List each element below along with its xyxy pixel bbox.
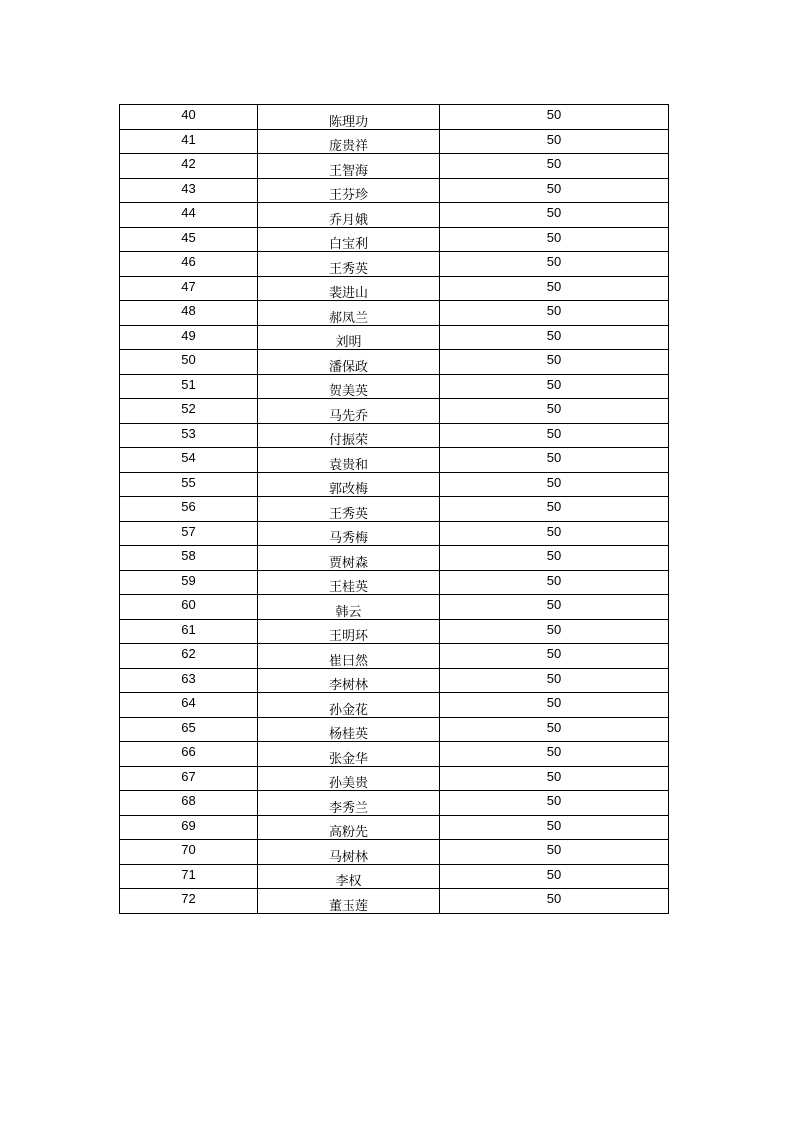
row-number-cell: 61 bbox=[120, 619, 258, 644]
table-row bbox=[120, 227, 669, 252]
amount-cell: 50 bbox=[440, 521, 669, 546]
row-number-cell: 63 bbox=[120, 668, 258, 693]
amount-cell: 50 bbox=[440, 766, 669, 791]
name-cell: 韩云 bbox=[258, 595, 440, 620]
table-row bbox=[120, 399, 669, 424]
name-cell: 陈理功 bbox=[258, 105, 440, 130]
table-row bbox=[120, 889, 669, 914]
row-number-cell: 47 bbox=[120, 276, 258, 301]
row-number-cell: 71 bbox=[120, 864, 258, 889]
amount-cell: 50 bbox=[440, 668, 669, 693]
name-cell: 裴进山 bbox=[258, 276, 440, 301]
row-number-cell: 41 bbox=[120, 129, 258, 154]
table-row bbox=[120, 472, 669, 497]
table-row bbox=[120, 668, 669, 693]
row-number-cell: 57 bbox=[120, 521, 258, 546]
table-row bbox=[120, 693, 669, 718]
amount-cell: 50 bbox=[440, 178, 669, 203]
amount-cell: 50 bbox=[440, 325, 669, 350]
amount-cell: 50 bbox=[440, 693, 669, 718]
table-row bbox=[120, 203, 669, 228]
row-number-cell: 46 bbox=[120, 252, 258, 277]
table-row bbox=[120, 521, 669, 546]
row-number-cell: 51 bbox=[120, 374, 258, 399]
table-row bbox=[120, 105, 669, 130]
name-cell: 王秀英 bbox=[258, 252, 440, 277]
name-cell: 王明环 bbox=[258, 619, 440, 644]
amount-cell: 50 bbox=[440, 105, 669, 130]
amount-cell: 50 bbox=[440, 864, 669, 889]
table-row bbox=[120, 252, 669, 277]
name-cell: 付振荣 bbox=[258, 423, 440, 448]
amount-cell: 50 bbox=[440, 399, 669, 424]
row-number-cell: 68 bbox=[120, 791, 258, 816]
amount-cell: 50 bbox=[440, 742, 669, 767]
name-cell: 马树林 bbox=[258, 840, 440, 865]
name-cell: 王芬珍 bbox=[258, 178, 440, 203]
amount-cell: 50 bbox=[440, 203, 669, 228]
amount-cell: 50 bbox=[440, 423, 669, 448]
row-number-cell: 72 bbox=[120, 889, 258, 914]
row-number-cell: 66 bbox=[120, 742, 258, 767]
amount-cell: 50 bbox=[440, 350, 669, 375]
amount-cell: 50 bbox=[440, 644, 669, 669]
table-row bbox=[120, 815, 669, 840]
row-number-cell: 56 bbox=[120, 497, 258, 522]
name-cell: 袁贵和 bbox=[258, 448, 440, 473]
table-row bbox=[120, 350, 669, 375]
table-row bbox=[120, 742, 669, 767]
amount-cell: 50 bbox=[440, 570, 669, 595]
row-number-cell: 52 bbox=[120, 399, 258, 424]
row-number-cell: 60 bbox=[120, 595, 258, 620]
table-row bbox=[120, 570, 669, 595]
table-row bbox=[120, 374, 669, 399]
name-cell: 郭改梅 bbox=[258, 472, 440, 497]
row-number-cell: 62 bbox=[120, 644, 258, 669]
table-row bbox=[120, 766, 669, 791]
name-cell: 李秀兰 bbox=[258, 791, 440, 816]
row-number-cell: 59 bbox=[120, 570, 258, 595]
table-row bbox=[120, 423, 669, 448]
row-number-cell: 70 bbox=[120, 840, 258, 865]
name-cell: 马先乔 bbox=[258, 399, 440, 424]
table-row bbox=[120, 619, 669, 644]
name-cell: 李权 bbox=[258, 864, 440, 889]
table-row bbox=[120, 276, 669, 301]
name-cell: 刘明 bbox=[258, 325, 440, 350]
name-cell: 张金华 bbox=[258, 742, 440, 767]
name-cell: 潘保政 bbox=[258, 350, 440, 375]
amount-cell: 50 bbox=[440, 497, 669, 522]
row-number-cell: 69 bbox=[120, 815, 258, 840]
amount-cell: 50 bbox=[440, 154, 669, 179]
table-row bbox=[120, 717, 669, 742]
row-number-cell: 53 bbox=[120, 423, 258, 448]
amount-cell: 50 bbox=[440, 546, 669, 571]
table-row bbox=[120, 864, 669, 889]
table-row bbox=[120, 154, 669, 179]
table-row bbox=[120, 791, 669, 816]
row-number-cell: 42 bbox=[120, 154, 258, 179]
amount-cell: 50 bbox=[440, 791, 669, 816]
name-cell: 崔曰然 bbox=[258, 644, 440, 669]
name-cell: 乔月娥 bbox=[258, 203, 440, 228]
amount-cell: 50 bbox=[440, 472, 669, 497]
name-cell: 孙金花 bbox=[258, 693, 440, 718]
row-number-cell: 55 bbox=[120, 472, 258, 497]
row-number-cell: 64 bbox=[120, 693, 258, 718]
amount-cell: 50 bbox=[440, 276, 669, 301]
table-row bbox=[120, 325, 669, 350]
name-cell: 庞贵祥 bbox=[258, 129, 440, 154]
row-number-cell: 40 bbox=[120, 105, 258, 130]
row-number-cell: 65 bbox=[120, 717, 258, 742]
name-cell: 白宝利 bbox=[258, 227, 440, 252]
name-cell: 董玉莲 bbox=[258, 889, 440, 914]
roster-table-body bbox=[120, 105, 669, 914]
name-cell: 郝凤兰 bbox=[258, 301, 440, 326]
name-cell: 贺美英 bbox=[258, 374, 440, 399]
row-number-cell: 45 bbox=[120, 227, 258, 252]
amount-cell: 50 bbox=[440, 301, 669, 326]
row-number-cell: 54 bbox=[120, 448, 258, 473]
amount-cell: 50 bbox=[440, 717, 669, 742]
amount-cell: 50 bbox=[440, 448, 669, 473]
amount-cell: 50 bbox=[440, 252, 669, 277]
name-cell: 马秀梅 bbox=[258, 521, 440, 546]
row-number-cell: 49 bbox=[120, 325, 258, 350]
name-cell: 贾树森 bbox=[258, 546, 440, 571]
table-row bbox=[120, 301, 669, 326]
name-cell: 王智海 bbox=[258, 154, 440, 179]
name-cell: 杨桂英 bbox=[258, 717, 440, 742]
table-row bbox=[120, 497, 669, 522]
table-row bbox=[120, 595, 669, 620]
row-number-cell: 43 bbox=[120, 178, 258, 203]
name-cell: 王桂英 bbox=[258, 570, 440, 595]
amount-cell: 50 bbox=[440, 595, 669, 620]
document-page bbox=[119, 104, 668, 914]
table-row bbox=[120, 840, 669, 865]
roster-table bbox=[119, 104, 669, 914]
amount-cell: 50 bbox=[440, 619, 669, 644]
table-row bbox=[120, 644, 669, 669]
row-number-cell: 67 bbox=[120, 766, 258, 791]
name-cell: 孙美贵 bbox=[258, 766, 440, 791]
name-cell: 王秀英 bbox=[258, 497, 440, 522]
amount-cell: 50 bbox=[440, 129, 669, 154]
row-number-cell: 44 bbox=[120, 203, 258, 228]
amount-cell: 50 bbox=[440, 374, 669, 399]
name-cell: 李树林 bbox=[258, 668, 440, 693]
table-row bbox=[120, 546, 669, 571]
name-cell: 高粉先 bbox=[258, 815, 440, 840]
amount-cell: 50 bbox=[440, 889, 669, 914]
row-number-cell: 48 bbox=[120, 301, 258, 326]
table-row bbox=[120, 129, 669, 154]
amount-cell: 50 bbox=[440, 227, 669, 252]
table-row bbox=[120, 448, 669, 473]
row-number-cell: 58 bbox=[120, 546, 258, 571]
row-number-cell: 50 bbox=[120, 350, 258, 375]
amount-cell: 50 bbox=[440, 840, 669, 865]
amount-cell: 50 bbox=[440, 815, 669, 840]
table-row bbox=[120, 178, 669, 203]
